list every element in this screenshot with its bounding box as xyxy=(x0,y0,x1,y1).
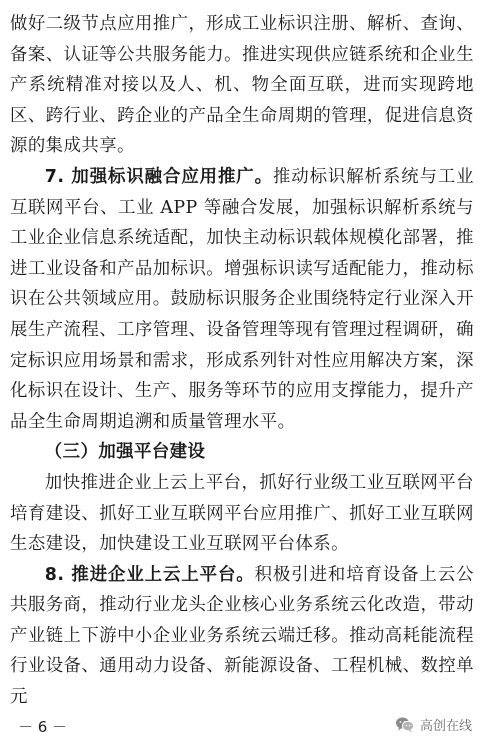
item-7-title: 7. 加强标识融合应用推广。 xyxy=(44,166,273,187)
wechat-icon xyxy=(395,716,415,733)
item-8-body: 积极引进和培育设备上云公共服务商，推动行业龙头企业核心业务系统云化改造，带动产业链上下游中小企业业务系统云端迁移。推动高耗能流程行业设备、通用动力设备、新能源设备、工程机械、数控单元 xyxy=(10,564,474,708)
item-8-title: 8. 推进企业上云上平台。 xyxy=(44,564,255,585)
page-footer xyxy=(0,709,484,743)
paragraph-section-3: 加快推进企业上云上平台，抓好行业级工业互联网平台培育建设、抓好工业互联网平台应用推广、抓好工业互联网生态建设，加快建设工业互联网平台体系。 xyxy=(10,472,474,555)
watermark xyxy=(395,715,472,734)
document-body xyxy=(10,9,474,713)
watermark-text: 高创在线 xyxy=(419,719,472,734)
paragraph-item-8 xyxy=(10,560,474,713)
section-3-heading: （三）加强平台建设 xyxy=(44,442,206,463)
item-7-body: 推动标识解析系统与工业互联网平台、工业 APP 等融合发展，加强标识解析系统与工业企业信息系统适配，加快主动标识载体规模化部署，推进工业设备和产品加标识。增强标识读写适配能力，推动标识在公共领域应用。鼓励标识服务企业围绕特定行业深入开展生产流程、工序管理、设备管理等现有管理过程调研，确定标识应用场景和需求，形成系列针对性应用解决方案，深化标识在设计、生产、服务等环节的应用支撑能力，提升产品全生命周期追溯和质量管理水平。 xyxy=(10,166,475,432)
page-number: － 6 － xyxy=(18,718,68,736)
paragraph-item-7 xyxy=(10,162,474,437)
paragraph-intro: 做好二级节点应用推广，形成工业标识注册、解析、查询、备案、认证等公共服务能力。推进实现供应链系统和企业生产系统精准对接以及人、机、物全面互联，进而实现跨地区、跨行业、跨企业的产品全生命周期的管理，促进信息资源的集成共享。 xyxy=(10,14,474,157)
